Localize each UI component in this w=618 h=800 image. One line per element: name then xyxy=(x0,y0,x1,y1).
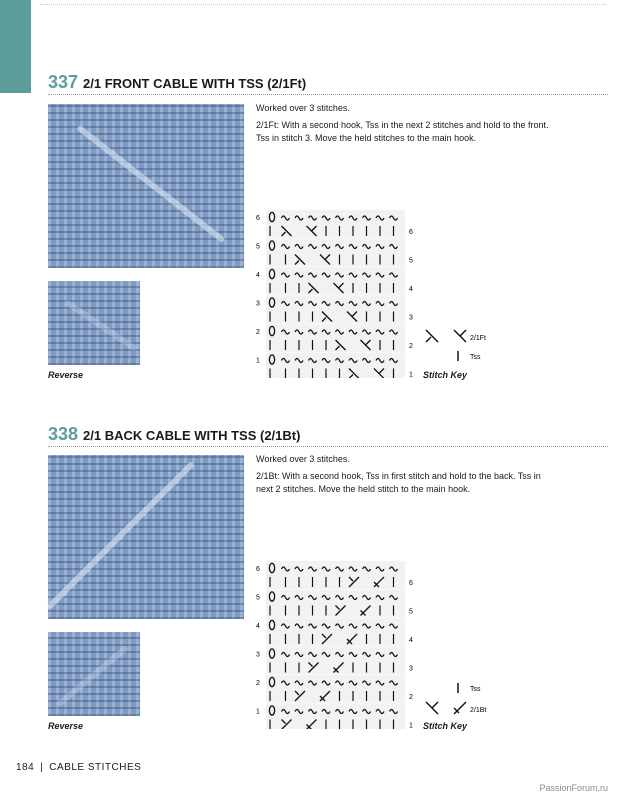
page-footer xyxy=(16,762,141,773)
2-1-back-cable-icon xyxy=(426,702,466,714)
cable-highlight xyxy=(56,645,129,707)
row-number: 1 xyxy=(256,357,260,365)
watermark: PassionForum.ru xyxy=(539,783,608,793)
row-number: 3 xyxy=(256,651,260,659)
footer-separator: | xyxy=(40,762,44,773)
row-number: 2 xyxy=(256,329,260,336)
cable-highlight xyxy=(46,461,195,610)
2-1-front-cable-icon xyxy=(426,330,466,342)
cable-stitch-photo xyxy=(48,455,244,619)
stitch-key-label: Stitch Key xyxy=(423,370,468,380)
chart-row-background xyxy=(266,575,405,589)
top-dotted-rule xyxy=(40,4,606,5)
stitch-key-symbols xyxy=(420,680,540,720)
cable-highlight xyxy=(76,125,225,244)
row-number: 2 xyxy=(409,694,413,701)
row-number: 1 xyxy=(409,722,413,729)
chart-row-background xyxy=(266,310,405,324)
reverse-label: Reverse xyxy=(48,721,84,731)
stitch-number: 338 xyxy=(48,424,79,444)
heading-rule xyxy=(48,94,608,95)
stitch-chart xyxy=(254,206,424,378)
heading-rule xyxy=(48,446,608,447)
reverse-side-photo xyxy=(48,281,140,365)
cable-stitch-photo xyxy=(48,104,244,268)
row-number: 6 xyxy=(409,229,413,236)
instruction-text: 2/1Bt: With a second hook, Tss in first stitch and hold to the back. Tss in next 2 stitches. Move the held stitch to the main hook. xyxy=(256,471,541,494)
key-abbr: Tss xyxy=(470,686,481,693)
instruction-text: 2/1Ft: With a second hook, Tss in the next 2 stitches and hold to the front. Tss in stitch 3. Move the held stitches to the main hook. xyxy=(256,120,549,143)
chart-row-background xyxy=(266,367,405,379)
chart-row-background xyxy=(266,253,405,267)
stitch-title: 2/1 FRONT CABLE WITH TSS (2/1Ft) xyxy=(83,76,307,91)
row-number: 3 xyxy=(256,300,260,308)
row-number: 1 xyxy=(409,371,413,378)
row-number: 2 xyxy=(256,680,260,687)
reverse-side-photo xyxy=(48,632,140,716)
instructions xyxy=(256,102,556,149)
reverse-label: Reverse xyxy=(48,370,84,380)
key-abbr: 2/1Bt xyxy=(470,707,487,714)
chart-row-background xyxy=(266,661,405,675)
row-number: 6 xyxy=(409,580,413,587)
chart-row-background xyxy=(266,689,405,703)
row-number: 6 xyxy=(256,566,260,573)
row-number: 4 xyxy=(256,272,260,279)
row-number: 5 xyxy=(256,594,260,602)
row-number: 5 xyxy=(256,243,260,251)
row-number: 5 xyxy=(409,608,413,616)
row-number: 3 xyxy=(409,314,413,322)
stitch-heading xyxy=(48,72,306,93)
section-title: CABLE STITCHES xyxy=(49,762,142,773)
row-number: 6 xyxy=(256,215,260,222)
row-number: 1 xyxy=(256,708,260,716)
key-abbr: Tss xyxy=(470,354,481,361)
stitch-key-symbols xyxy=(420,326,540,366)
stitch-chart xyxy=(254,557,424,729)
row-number: 4 xyxy=(256,623,260,630)
stitch-key-label: Stitch Key xyxy=(423,721,468,731)
stitch-title: 2/1 BACK CABLE WITH TSS (2/1Bt) xyxy=(83,428,301,443)
cable-highlight xyxy=(64,300,138,353)
row-number: 4 xyxy=(409,286,413,293)
stitch-heading xyxy=(48,424,300,445)
corner-color-tab xyxy=(0,0,31,93)
row-number: 2 xyxy=(409,343,413,350)
instructions xyxy=(256,453,556,500)
chart-row-background xyxy=(266,632,405,646)
instruction-intro: Worked over 3 stitches. xyxy=(256,103,350,113)
row-number: 3 xyxy=(409,665,413,673)
row-number: 5 xyxy=(409,257,413,265)
key-abbr: 2/1Ft xyxy=(470,335,486,342)
row-number: 4 xyxy=(409,637,413,644)
instruction-intro: Worked over 3 stitches. xyxy=(256,454,350,464)
page-number: 184 xyxy=(16,762,35,773)
stitch-number: 337 xyxy=(48,72,79,92)
chart-row-background xyxy=(266,281,405,295)
